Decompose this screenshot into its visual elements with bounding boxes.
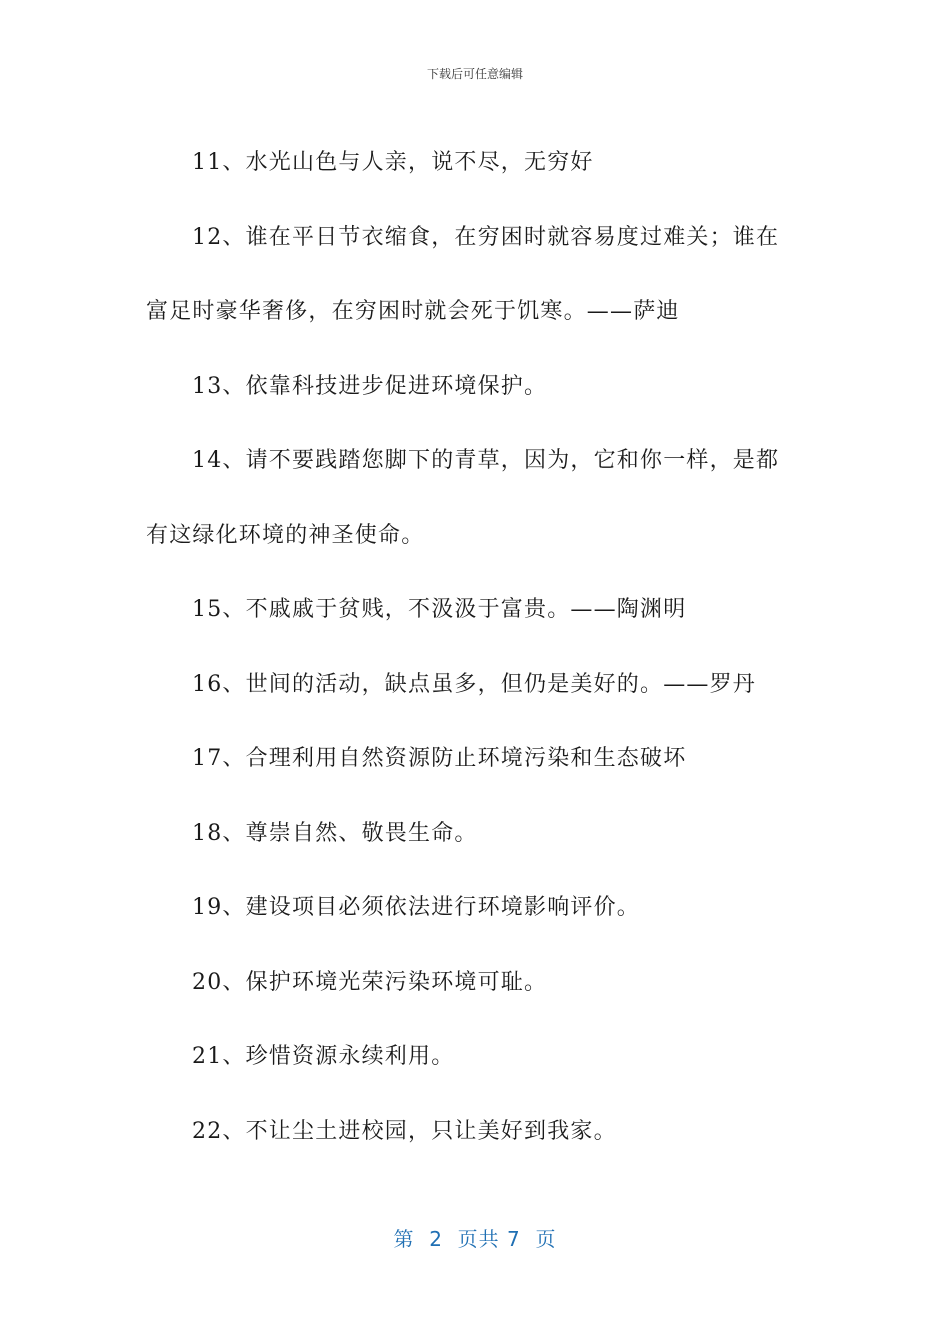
page-number: 第 2 页共 7 页 xyxy=(393,1227,557,1251)
list-item: 12、谁在平日节衣缩食，在穷困时就容易度过难关；谁在富足时豪华奢侈，在穷困时就会死于饥寒。——萨迪 xyxy=(146,224,780,324)
list-item: 13、依靠科技进步促进环境保护。 xyxy=(192,373,548,399)
list-item: 14、请不要践踏您脚下的青草，因为，它和你一样，是都有这绿化环境的神圣使命。 xyxy=(146,448,780,548)
header-note: 下载后可任意编辑 xyxy=(426,67,523,81)
list-item: 18、尊崇自然、敬畏生命。 xyxy=(192,820,478,846)
list-item: 22、不让尘土进校园，只让美好到我家。 xyxy=(192,1118,617,1144)
list-item: 21、珍惜资源永续利用。 xyxy=(192,1044,455,1069)
quote-list xyxy=(146,126,796,1169)
list-item: 16、世间的活动，缺点虽多，但仍是美好的。——罗丹 xyxy=(192,671,756,697)
list-item: 11、水光山色与人亲，说不尽，无穷好 xyxy=(192,150,594,175)
list-item: 19、建设项目必须依法进行环境影响评价。 xyxy=(192,895,640,920)
list-item: 17、合理利用自然资源防止环境污染和生态破坏 xyxy=(192,746,687,771)
list-item: 15、不戚戚于贫贱，不汲汲于富贵。——陶渊明 xyxy=(192,597,687,622)
list-item: 20、保护环境光荣污染环境可耻。 xyxy=(192,969,548,995)
